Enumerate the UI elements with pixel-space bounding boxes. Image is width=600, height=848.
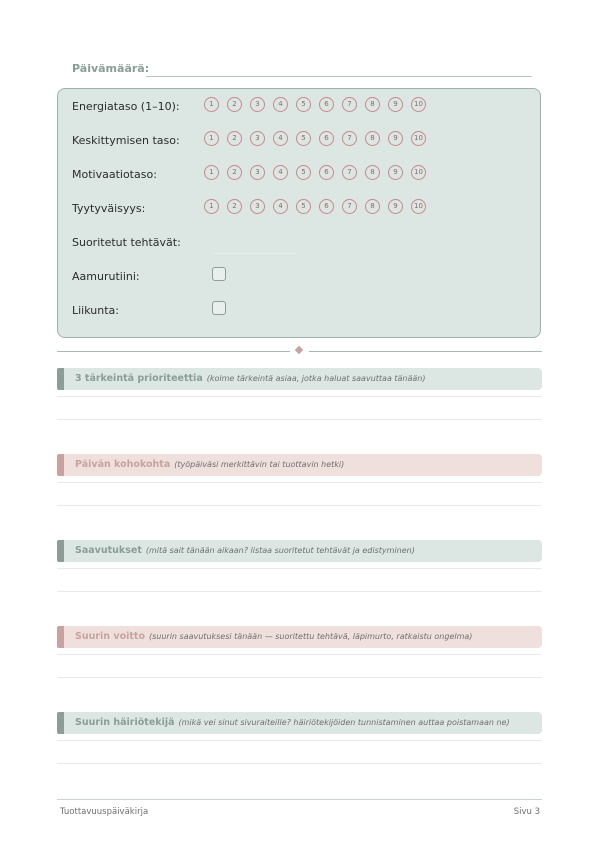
date-label: Päivämäärä: — [72, 62, 150, 75]
date-input-line[interactable] — [146, 76, 532, 77]
tasks-row — [72, 233, 530, 255]
page-number: Sivu 3 — [513, 807, 540, 817]
checkbox-row-morning — [72, 267, 530, 289]
divider-diamond — [295, 346, 303, 354]
rating-circle-2[interactable]: 2 — [227, 199, 242, 214]
writing-line[interactable] — [57, 419, 542, 420]
rating-circle-8[interactable]: 8 — [365, 97, 380, 112]
rating-label: Energiataso (1–10): — [72, 100, 180, 113]
divider-right — [309, 351, 542, 352]
section-accent-bar — [57, 454, 64, 476]
rating-circle-1[interactable]: 1 — [204, 165, 219, 180]
writing-line[interactable] — [57, 568, 542, 569]
rating-circle-9[interactable]: 9 — [388, 199, 403, 214]
rating-circle-5[interactable]: 5 — [296, 131, 311, 146]
rating-circle-3[interactable]: 3 — [250, 97, 265, 112]
section-highlight — [57, 454, 542, 476]
rating-circle-2[interactable]: 2 — [227, 165, 242, 180]
rating-circle-1[interactable]: 1 — [204, 199, 219, 214]
rating-circle-9[interactable]: 9 — [388, 165, 403, 180]
rating-label: Tyytyväisyys: — [72, 202, 146, 215]
rating-row-focus — [72, 131, 530, 153]
rating-circle-5[interactable]: 5 — [296, 97, 311, 112]
rating-row-energy — [72, 97, 530, 119]
rating-circle-1[interactable]: 1 — [204, 97, 219, 112]
section-title: Päivän kohokohta (työpäiväsi merkittävin tai tuottavin hetki) — [75, 459, 345, 470]
date-row — [72, 62, 532, 80]
rating-circle-5[interactable]: 5 — [296, 165, 311, 180]
exercise-checkbox[interactable] — [212, 301, 226, 315]
rating-circle-10[interactable]: 10 — [411, 97, 426, 112]
rating-circle-7[interactable]: 7 — [342, 97, 357, 112]
section-title: Saavutukset (mitä sait tänään aikaan? listaa suoritetut tehtävät ja edistyminen) — [75, 545, 415, 556]
section-accent-bar — [57, 540, 64, 562]
section-priorities — [57, 368, 542, 390]
rating-circle-1[interactable]: 1 — [204, 131, 219, 146]
rating-row-satisfaction — [72, 199, 530, 221]
section-title: Suurin voitto (suurin saavutuksesi tänään — suoritettu tehtävä, läpimurto, ratkaistu ongelma) — [75, 631, 473, 642]
writing-line[interactable] — [57, 654, 542, 655]
rating-circle-8[interactable]: 8 — [365, 199, 380, 214]
section-biggest-distraction — [57, 712, 542, 734]
rating-circle-6[interactable]: 6 — [319, 165, 334, 180]
rating-circle-10[interactable]: 10 — [411, 199, 426, 214]
footer-divider — [57, 799, 542, 800]
rating-row-motivation — [72, 165, 530, 187]
section-hint: (suurin saavutuksesi tänään — suoritettu tehtävä, läpimurto, ratkaistu ongelma) — [148, 632, 473, 641]
checkbox-row-exercise — [72, 301, 530, 323]
writing-line[interactable] — [57, 591, 542, 592]
writing-line[interactable] — [57, 396, 542, 397]
rating-circle-3[interactable]: 3 — [250, 199, 265, 214]
writing-line[interactable] — [57, 763, 542, 764]
rating-circle-8[interactable]: 8 — [365, 165, 380, 180]
rating-circle-7[interactable]: 7 — [342, 165, 357, 180]
divider-left — [57, 351, 290, 352]
rating-circle-4[interactable]: 4 — [273, 165, 288, 180]
checkbox-label: Aamurutiini: — [72, 270, 140, 283]
rating-circle-9[interactable]: 9 — [388, 97, 403, 112]
section-hint: (mikä vei sinut sivuraiteille? häiriötekijöiden tunnistaminen auttaa poistamaan ne) — [178, 718, 510, 727]
rating-circle-7[interactable]: 7 — [342, 199, 357, 214]
rating-circle-6[interactable]: 6 — [319, 97, 334, 112]
rating-circle-10[interactable]: 10 — [411, 165, 426, 180]
rating-circle-2[interactable]: 2 — [227, 97, 242, 112]
section-hint: (kolme tärkeintä asiaa, jotka haluat saavuttaa tänään) — [206, 374, 426, 383]
writing-line[interactable] — [57, 677, 542, 678]
rating-circle-4[interactable]: 4 — [273, 131, 288, 146]
rating-circle-2[interactable]: 2 — [227, 131, 242, 146]
rating-circle-10[interactable]: 10 — [411, 131, 426, 146]
footer-title: Tuottavuuspäiväkirja — [60, 807, 149, 817]
rating-label: Keskittymisen taso: — [72, 134, 180, 147]
tasks-label: Suoritetut tehtävät: — [72, 236, 181, 249]
section-accent-bar — [57, 712, 64, 734]
rating-circle-9[interactable]: 9 — [388, 131, 403, 146]
rating-circle-5[interactable]: 5 — [296, 199, 311, 214]
writing-line[interactable] — [57, 505, 542, 506]
morning-routine-checkbox[interactable] — [212, 267, 226, 281]
rating-circle-3[interactable]: 3 — [250, 131, 265, 146]
section-hint: (työpäiväsi merkittävin tai tuottavin hetki) — [174, 460, 345, 469]
writing-line[interactable] — [57, 740, 542, 741]
rating-circle-7[interactable]: 7 — [342, 131, 357, 146]
rating-circle-6[interactable]: 6 — [319, 199, 334, 214]
section-title: Suurin häiriötekijä (mikä vei sinut sivuraiteille? häiriötekijöiden tunnistaminen auttaa poistamaan ne) — [75, 717, 510, 728]
checkbox-label: Liikunta: — [72, 304, 119, 317]
rating-circle-3[interactable]: 3 — [250, 165, 265, 180]
daily-metrics-panel — [57, 88, 541, 338]
rating-circle-4[interactable]: 4 — [273, 97, 288, 112]
section-accent-bar — [57, 368, 64, 390]
rating-circle-4[interactable]: 4 — [273, 199, 288, 214]
section-title: 3 tärkeintä prioriteettia (kolme tärkeintä asiaa, jotka haluat saavuttaa tänään) — [75, 373, 426, 384]
tasks-input-line[interactable] — [212, 253, 298, 254]
section-biggest-win — [57, 626, 542, 648]
rating-label: Motivaatiotaso: — [72, 168, 157, 181]
rating-circle-6[interactable]: 6 — [319, 131, 334, 146]
section-achievements — [57, 540, 542, 562]
section-accent-bar — [57, 626, 64, 648]
section-hint: (mitä sait tänään aikaan? listaa suoritetut tehtävät ja edistyminen) — [145, 546, 415, 555]
writing-line[interactable] — [57, 482, 542, 483]
rating-circle-8[interactable]: 8 — [365, 131, 380, 146]
